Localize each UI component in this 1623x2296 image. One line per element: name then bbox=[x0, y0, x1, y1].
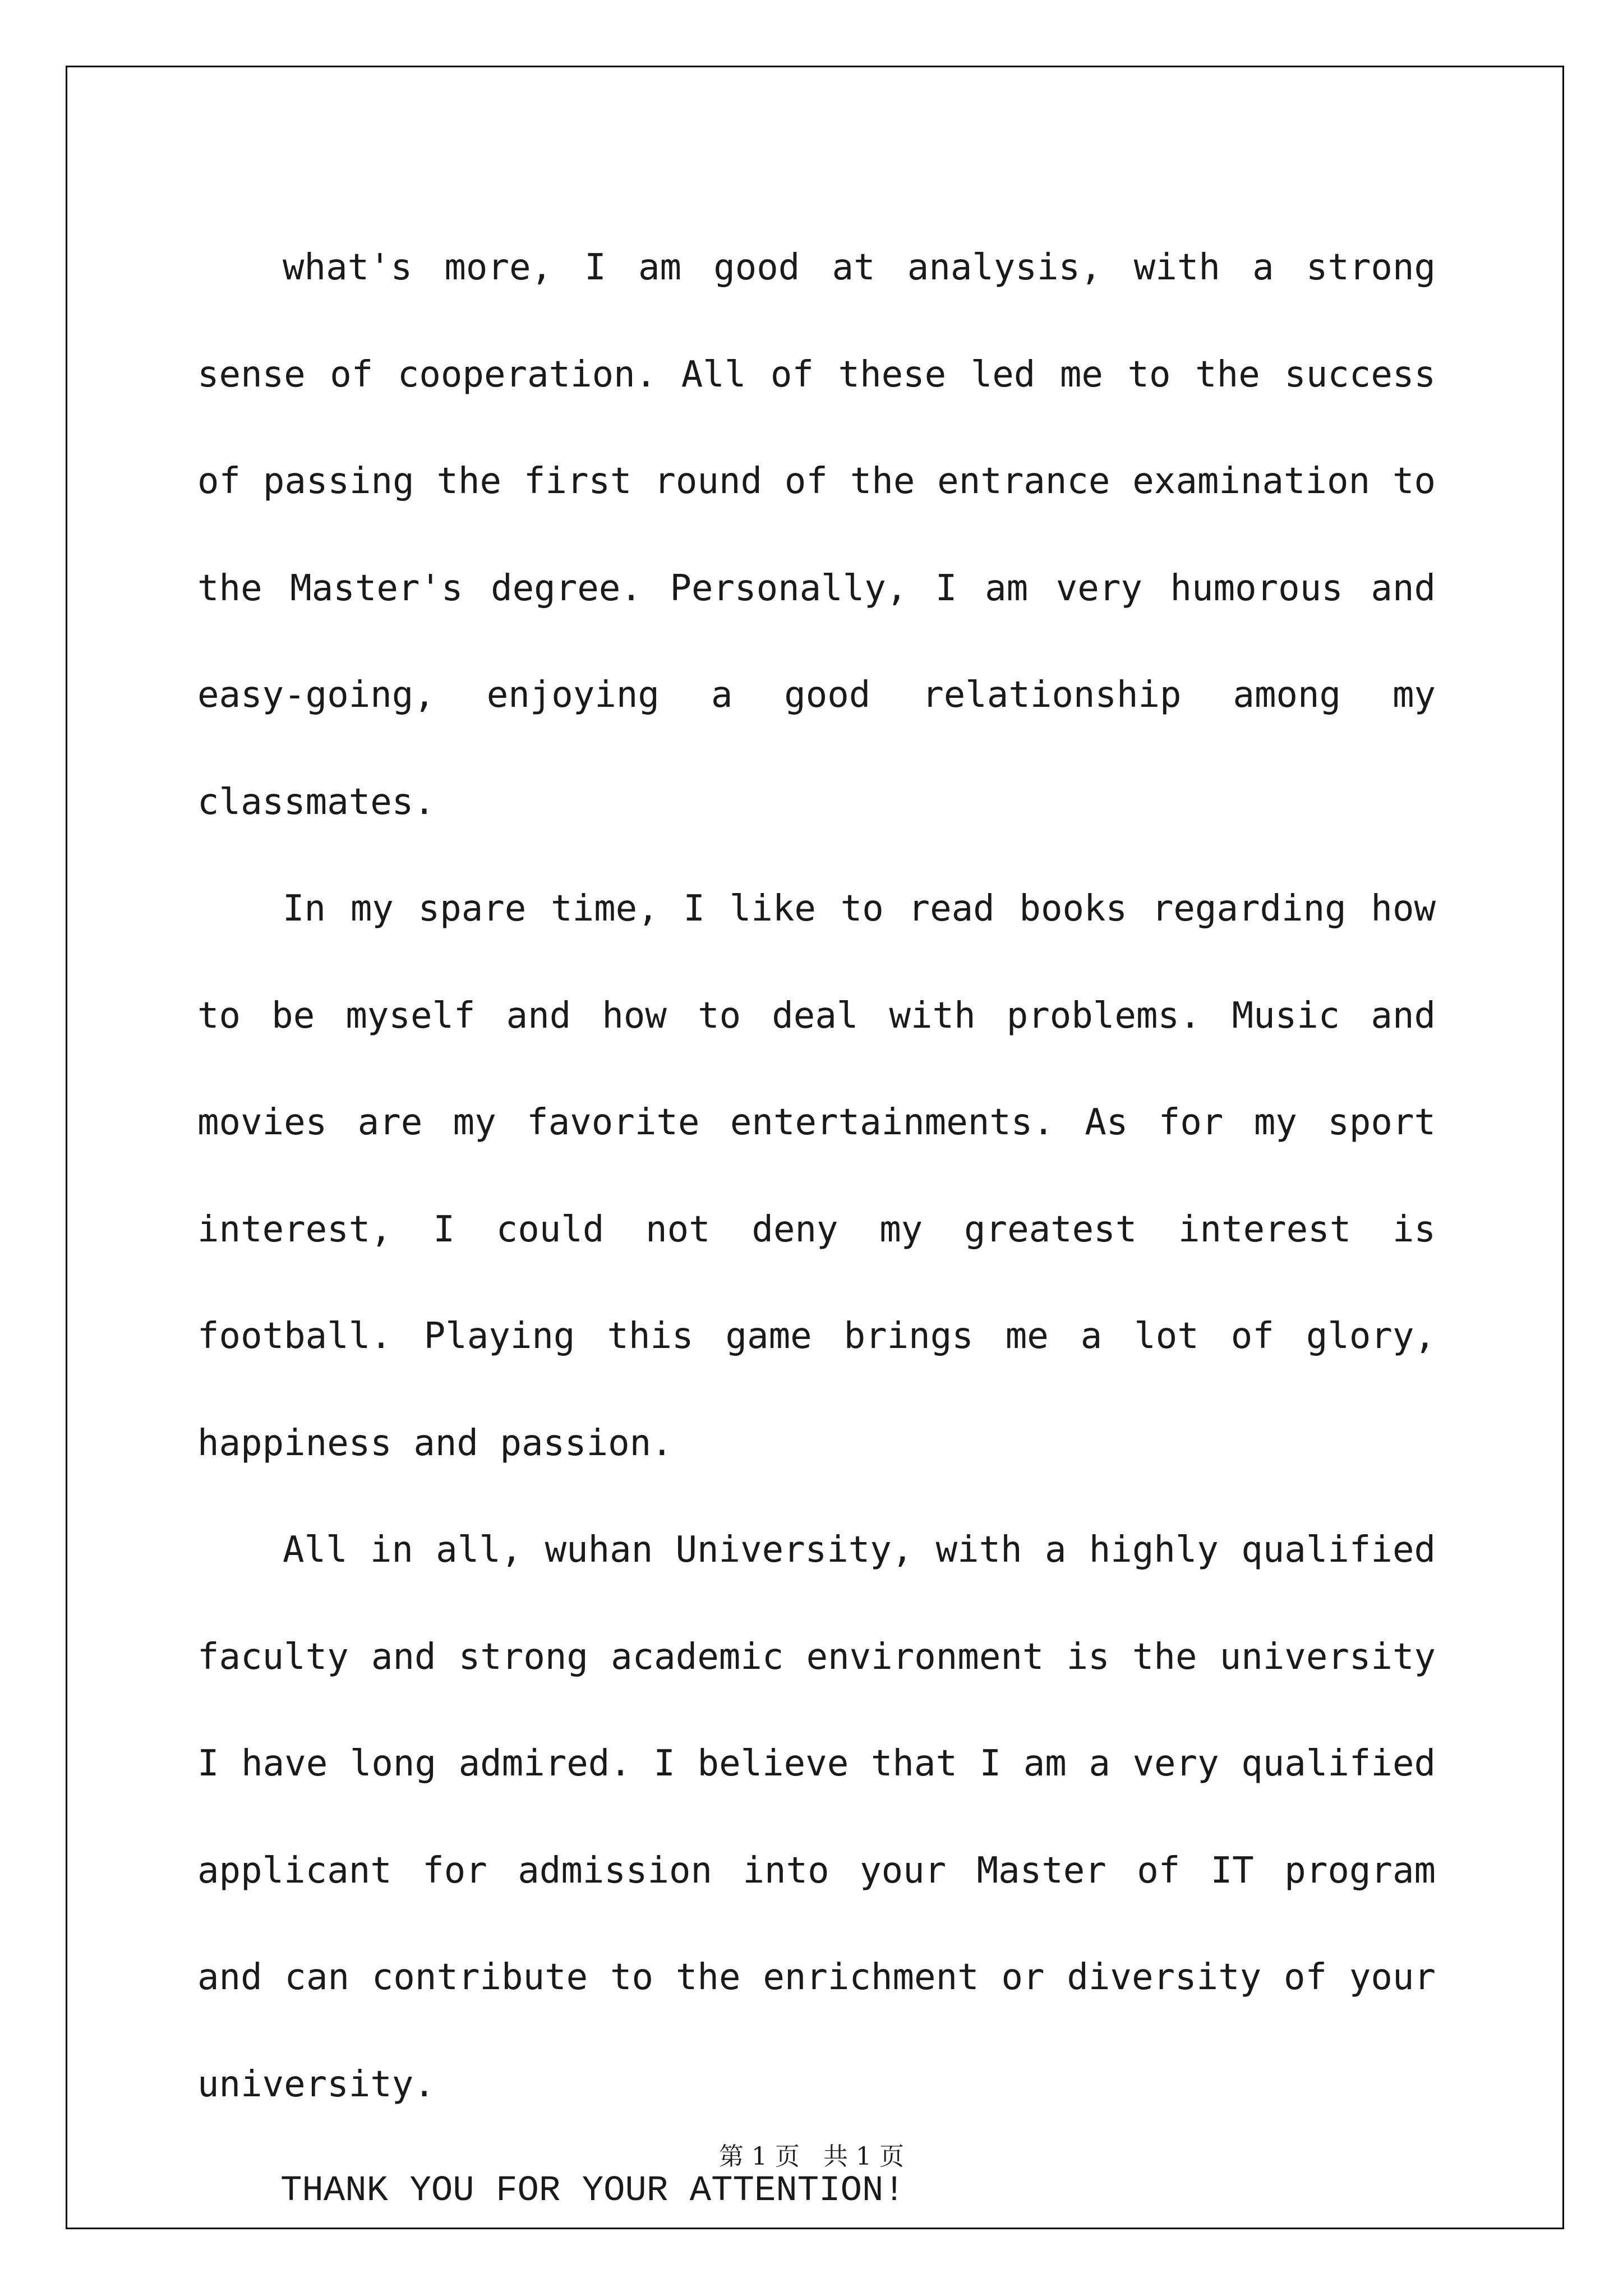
paragraph-3: All in all, wuhan University, with a highly qualified faculty and strong academic environment is the university I have long admired. I believe that I am a very qualified applicant for admission into your Master of IT program and can contribute to the enrichment or diversity of your university. bbox=[197, 1529, 1436, 2105]
paragraph-2: In my spare time, I like to read books regarding how to be myself and how to deal with problems. Music and movies are my favorite entertainments. As for my sport interest, I could not deny my greatest interest is football. Playing this game brings me a lot of glory, happiness and passion. bbox=[197, 888, 1436, 1464]
closing-line: THANK YOU FOR YOUR ATTENTION! bbox=[280, 2171, 905, 2211]
document-body bbox=[197, 214, 1436, 2245]
paragraph-1: what's more, I am good at analysis, with a strong sense of cooperation. All of these led me to the success of passing the first round of the entrance examination to the Master's degree. Personally, I am very humorous and easy-going, enjoying a good relationship among my classmates. bbox=[197, 247, 1436, 823]
page-number-footer: 第 1 页 共 1 页 bbox=[719, 2142, 904, 2171]
